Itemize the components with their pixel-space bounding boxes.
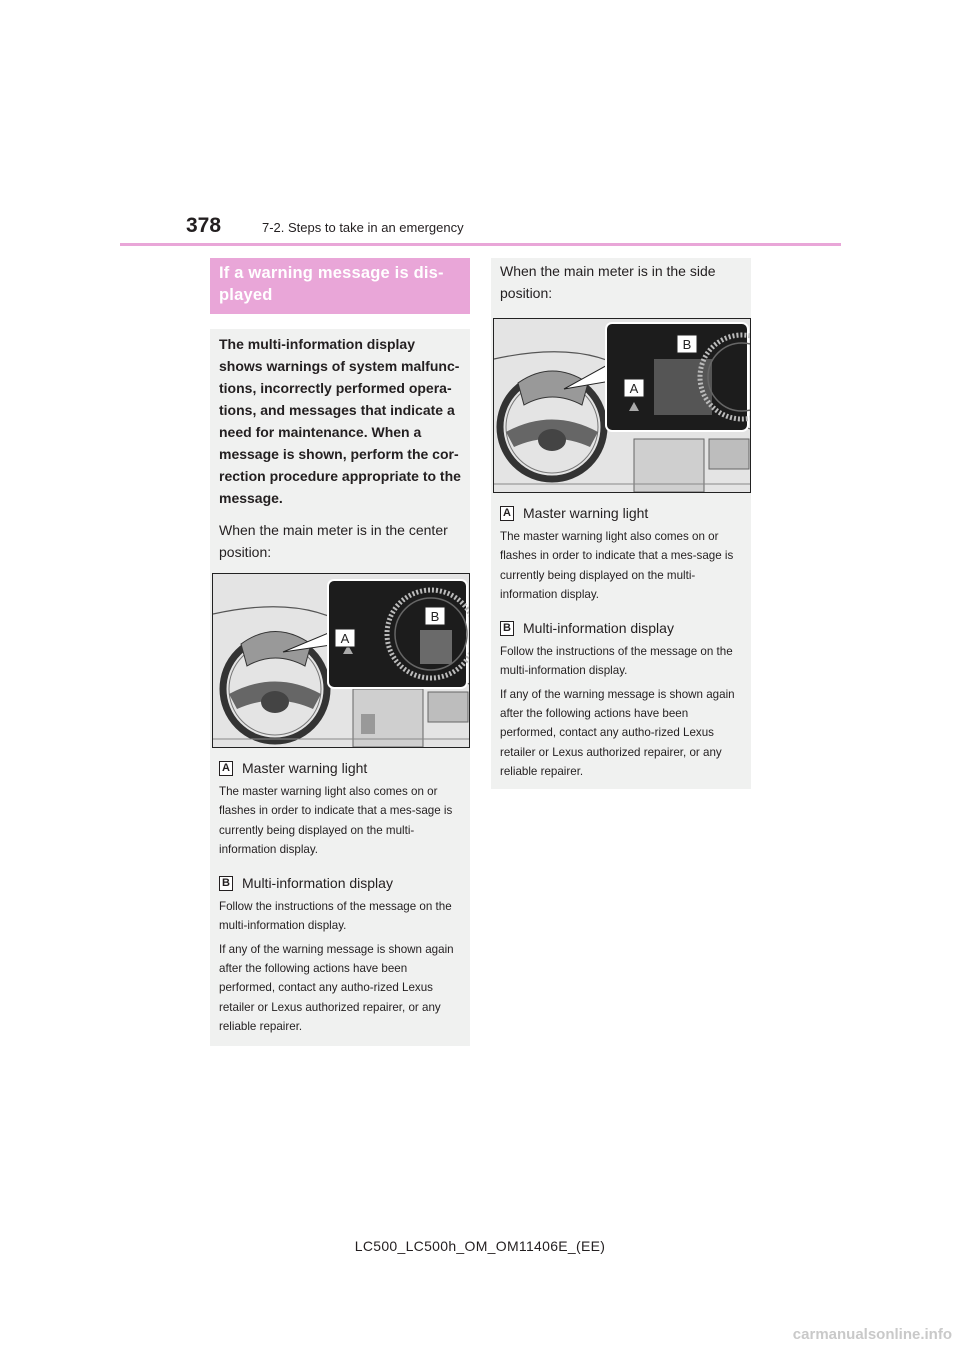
left-panel: [210, 329, 470, 1046]
illus-label-a: A: [629, 381, 639, 396]
center-meter-illustration: [212, 573, 470, 748]
side-meter-illustration: [493, 318, 751, 493]
legend-letter-a: A: [219, 761, 233, 776]
legend-a: [210, 758, 470, 778]
legend-desc-b1: Follow the instructions of the message on the multi-information display.: [219, 900, 452, 933]
warning-heading: If a warning message is dis- played: [210, 258, 470, 314]
watermark: carmanualsonline.info: [792, 1326, 952, 1343]
section-title: 7-2. Steps to take in an emergency: [262, 220, 464, 235]
footer-doc-code: LC500_LC500h_OM_OM11406E_(EE): [354, 1238, 606, 1254]
illus-label-b: B: [682, 337, 692, 352]
illus-label-b: B: [430, 609, 440, 624]
page-number: 378: [186, 214, 222, 237]
legend-desc-b2: If any of the warning message is shown again after the following actions have been performed, contact any autho-rized Lexus retailer or Lexus authorized repairer, or any reliable repairer.: [500, 687, 735, 778]
right-column: [491, 258, 751, 789]
left-column: [210, 258, 470, 1046]
legend-desc-a: The master warning light also comes on or flashes in order to indicate that a mes-sage is currently being displayed on the multi-information display.: [219, 785, 453, 856]
header-rule: [120, 243, 841, 246]
legend-label-a: Master warning light: [523, 505, 649, 521]
center-position-text: When the main meter is in the center position:: [219, 522, 448, 560]
legend-label-b: Multi-information display: [523, 620, 674, 637]
legend-label-a: Master warning light: [242, 760, 368, 776]
illus-label-a: A: [340, 631, 350, 646]
intro-text: The multi-information display shows warnings of system malfunc-tions, incorrectly performed opera-tions, and messages that indicate a need for maintenance. When a message is shown, perform the cor-rection procedure appropriate to the message.: [219, 336, 461, 506]
legend-b: [491, 618, 751, 638]
side-position-text: When the main meter is in the side position:: [500, 263, 716, 301]
legend-letter-b: B: [219, 876, 233, 891]
right-panel: [491, 258, 751, 789]
legend-letter-a: A: [500, 506, 514, 521]
legend-a: [491, 503, 751, 523]
legend-b: [210, 873, 470, 893]
legend-desc-b2: If any of the warning message is shown again after the following actions have been performed, contact any autho-rized Lexus retailer or Lexus authorized repairer, or any reliable repairer.: [219, 942, 454, 1033]
legend-label-b: Multi-information display: [242, 875, 393, 892]
legend-desc-a: The master warning light also comes on or flashes in order to indicate that a mes-sage is currently being displayed on the multi-information display.: [500, 530, 734, 601]
legend-letter-b: B: [500, 621, 514, 636]
legend-desc-b1: Follow the instructions of the message on the multi-information display.: [500, 645, 733, 678]
